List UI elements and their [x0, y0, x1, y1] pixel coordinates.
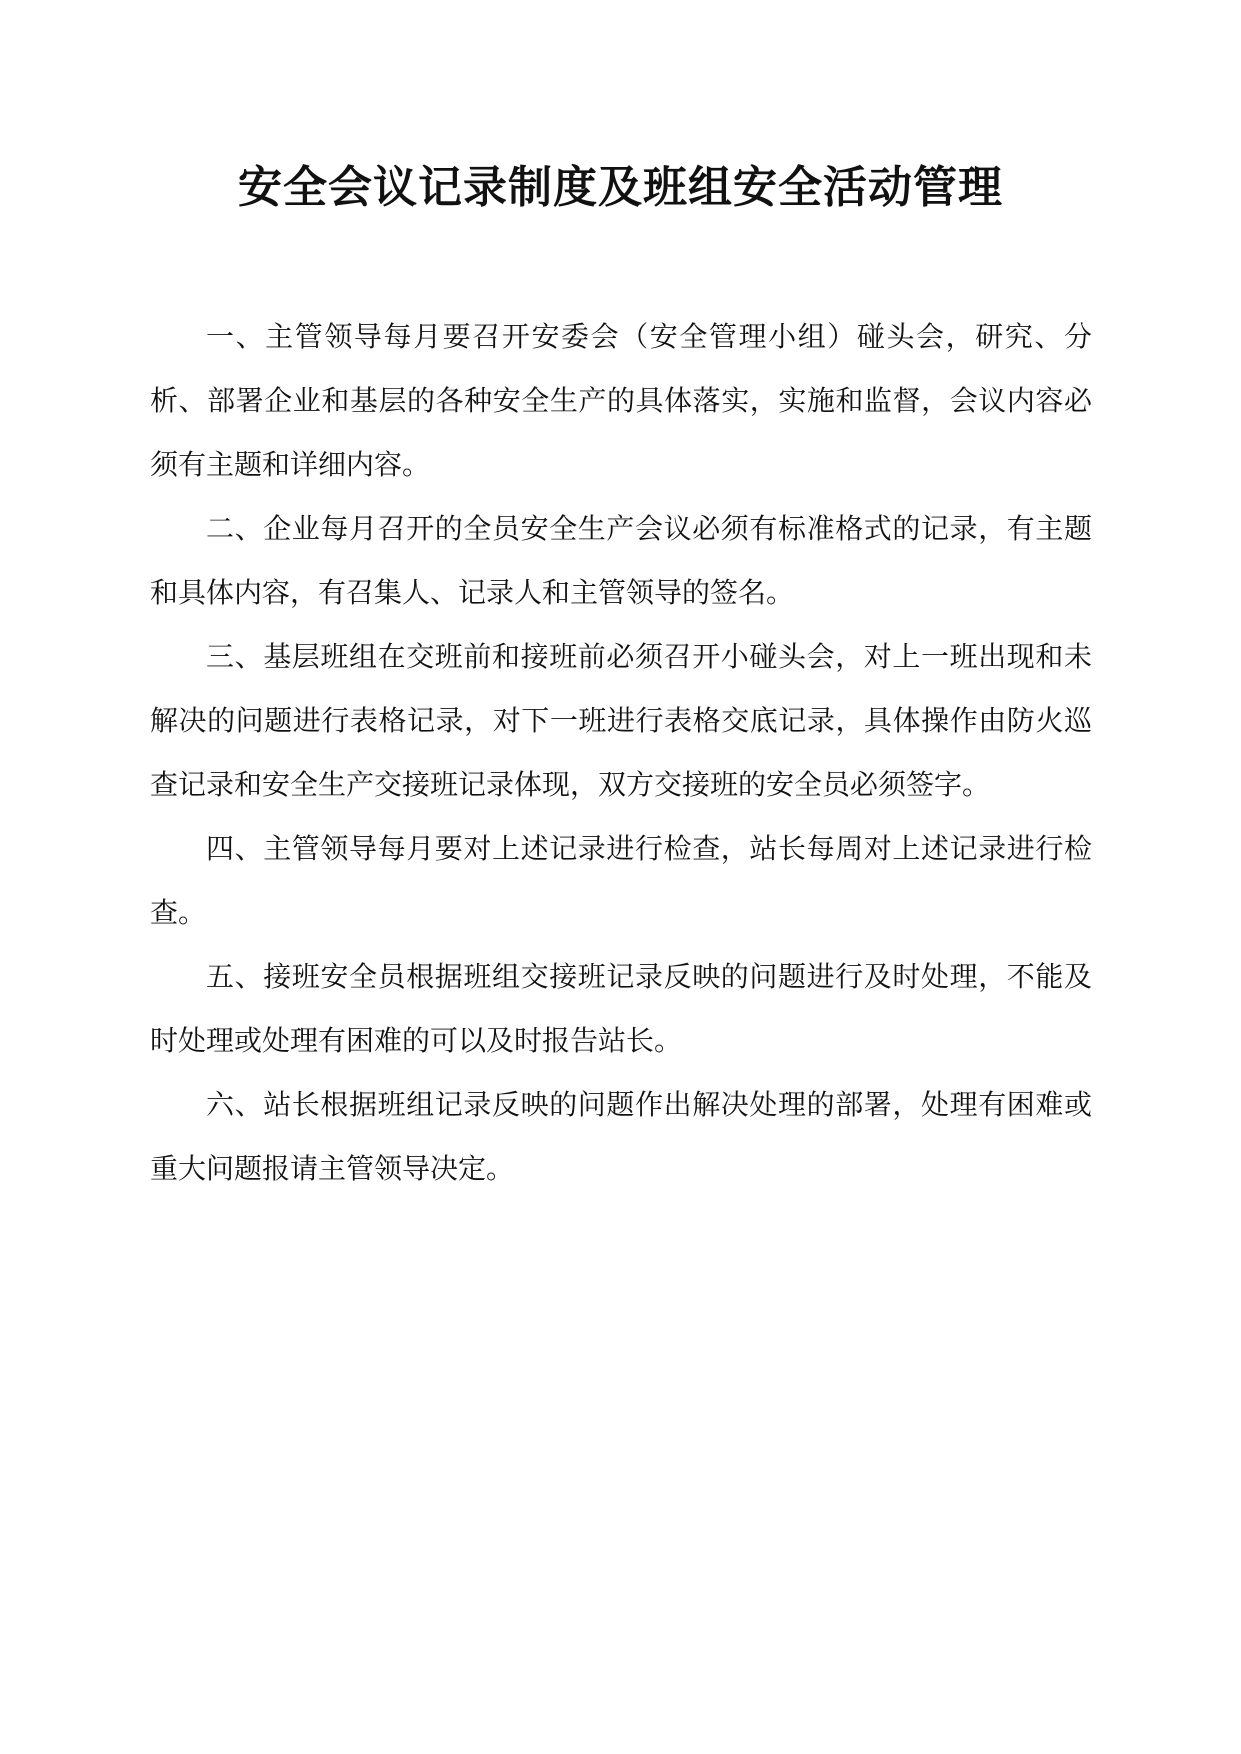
clause-3: 三、基层班组在交班前和接班前必须召开小碰头会，对上一班出现和未解决的问题进行表格记录，对下一班进行表格交底记录，具体操作由防火巡查记录和安全生产交接班记录体现，双方交接班的安全员必须签字。: [150, 640, 1092, 801]
document-title: 安全会议记录制度及班组安全活动管理: [238, 162, 1003, 213]
clause-5: 五、接班安全员根据班组交接班记录反映的问题进行及时处理，不能及时处理或处理有困难的可以及时报告站长。: [150, 960, 1092, 1057]
document-body: [150, 305, 1092, 1201]
clause-2: 二、企业每月召开的全员安全生产会议必须有标准格式的记录，有主题和具体内容，有召集人、记录人和主管领导的签名。: [150, 512, 1092, 609]
clause-6: 六、站长根据班组记录反映的问题作出解决处理的部署，处理有困难或重大问题报请主管领导决定。: [150, 1088, 1092, 1185]
clause-4: 四、主管领导每月要对上述记录进行检查，站长每周对上述记录进行检查。: [150, 832, 1092, 929]
clause-1: 一、主管领导每月要召开安委会（安全管理小组）碰头会，研究、分析、部署企业和基层的各种安全生产的具体落实，实施和监督，会议内容必须有主题和详细内容。: [150, 320, 1092, 481]
